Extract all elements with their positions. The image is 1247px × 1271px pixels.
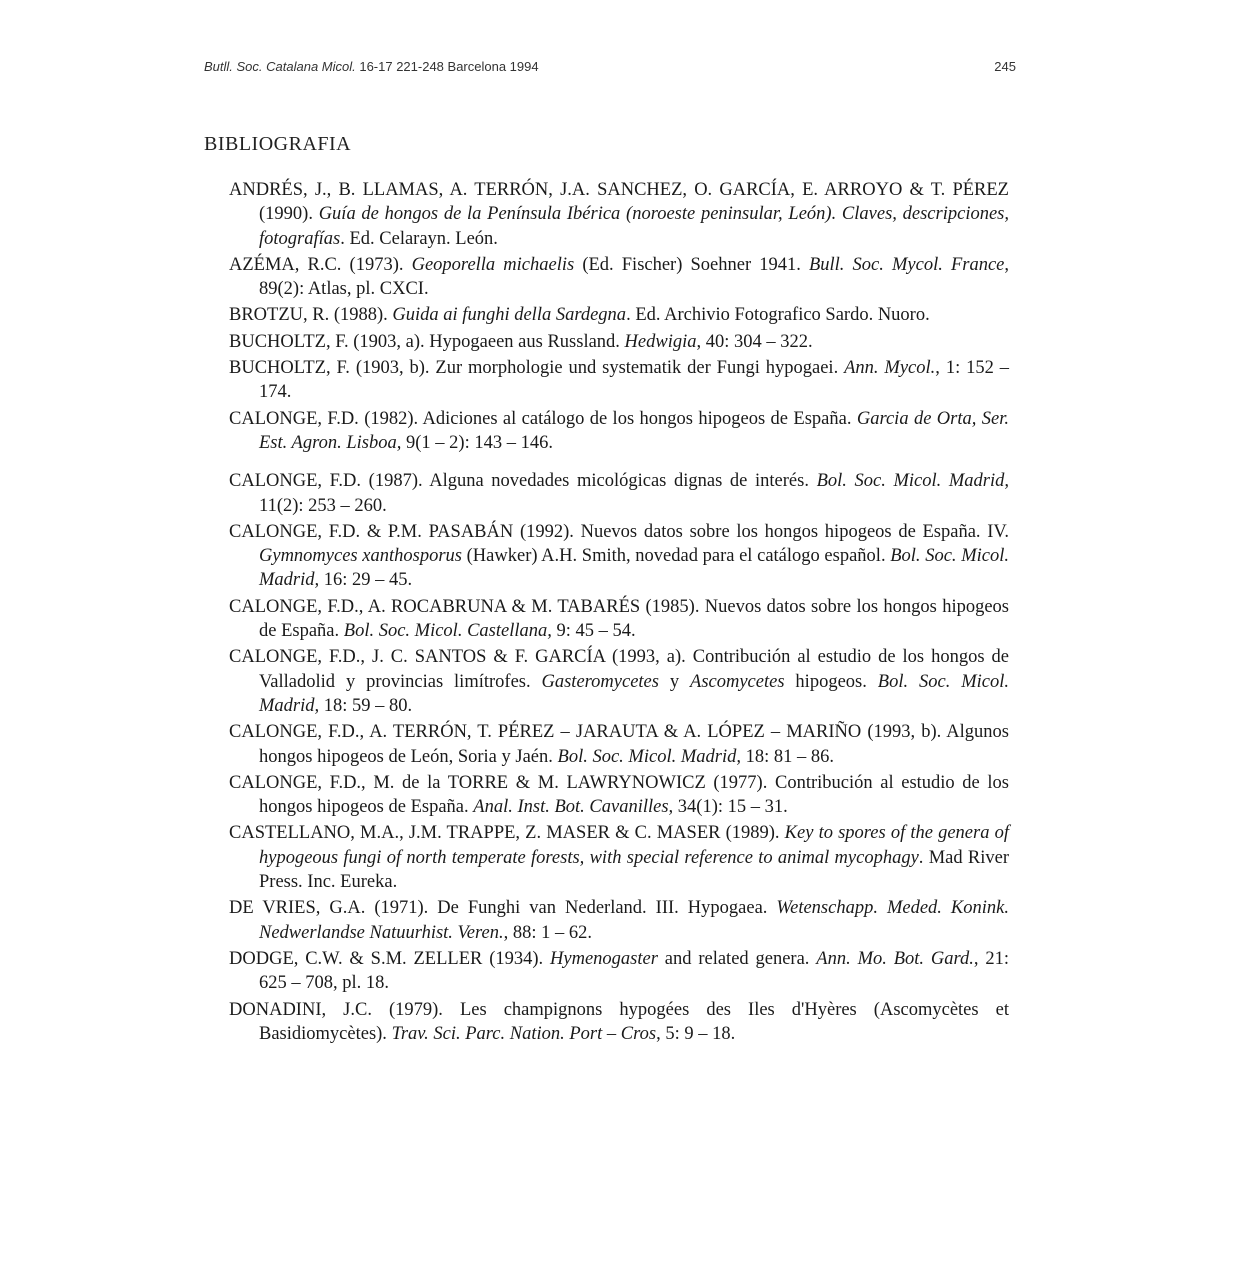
reference-journal: Hedwigia [624,331,697,352]
reference-species: Gymnomyces xanthosporus [259,546,462,567]
section-heading: BIBLIOGRAFIA [204,133,352,155]
reference-item [229,356,1009,405]
reference-item [229,998,1009,1047]
reference-details: hipogeos. [784,671,878,692]
reference-authors: CALONGE, F.D. & P.M. PASABÁN (1992). Nuevos datos sobre los hongos hipogeos de España. IV. [229,521,1009,542]
journal-volume-info: 16-17 221-248 Barcelona 1994 [355,59,539,74]
reference-item [229,330,1009,354]
reference-details: 9: 45 – 54. [551,621,636,642]
reference-details: (Hawker) A.H. Smith, novedad para el catálogo español. [461,546,891,567]
reference-item [229,771,1009,820]
reference-title: Key to spores of the genera of hypogeous fungi of north temperate forests, with special reference to animal mycophagy [259,823,1009,868]
reference-journal: Garcia de Orta, Ser. Est. Agron. Lisboa, [259,408,1010,453]
reference-details: . Mad River Press. Inc. Eureka. [259,847,1009,893]
reference-journal: Bol. Soc. Micol. Madrid, [259,671,1009,716]
reference-details: , 21: 625 – 708, pl. 18. [259,948,1010,994]
reference-item [229,595,1009,644]
reference-authors: DONADINI, J.C. (1979). Les champignons hypogées des Iles d'Hyères (Ascomycètes et Basidiomycètes). [229,999,1009,1044]
reference-title: Guida ai funghi della Sardegna [392,305,627,326]
reference-journal: Anal. Inst. Bot. Cavanilles, [473,797,674,818]
reference-item [229,720,1009,769]
reference-details: 16: 29 – 45. [319,570,413,591]
reference-title: Guía de hongos de la Península Ibérica (noroeste peninsular, León). Claves, descripciones, fotografías [259,204,1009,249]
reference-taxon: Ascomycetes [690,671,785,692]
reference-item [229,178,1009,251]
reference-authors: DODGE, C.W. & S.M. ZELLER (1934). [229,948,551,969]
reference-journal: Wetenschapp. Meded. Konink. Nedwerlandse Natuurhist. Veren. [259,898,1009,943]
reference-title: Geoporella michaelis [411,254,575,275]
reference-details: , 5: 9 – 18. [656,1023,736,1044]
reference-details: , 88: 1 – 62. [503,922,593,943]
running-header [204,59,1016,79]
reference-details: . Ed. Archivio Fotografico Sardo. Nuoro. [626,305,930,326]
reference-details: 34(1): 15 – 31. [673,797,788,818]
reference-item [229,645,1009,718]
reference-authors: CALONGE, F.D., A. TERRÓN, T. PÉREZ – JARAUTA & A. LÓPEZ – MARIÑO (1993, b). Algunos hongos hipogeos de León, Soria y Jaén. [229,722,1009,767]
journal-citation [204,59,539,74]
reference-authors: CASTELLANO, M.A., J.M. TRAPPE, Z. MASER & C. MASER (1989). [229,823,785,844]
reference-list [229,178,1009,1048]
reference-details: 18: 59 – 80. [319,695,413,716]
reference-journal: Bol. Soc. Micol. Madrid, [816,471,1009,492]
reference-authors: CALONGE, F.D., A. ROCABRUNA & M. TABARÉS (1985). Nuevos datos sobre los hongos hipogeos de España. [229,596,1009,642]
reference-journal: Trav. Sci. Parc. Nation. Port – Cros [391,1023,657,1044]
reference-authors: CALONGE, F.D., J. C. SANTOS & F. GARCÍA (1993, a). Contribución al estudio de los hongos de Valladolid y provincias limítrofes. [229,647,1009,692]
reference-journal: Bol. Soc. Micol. Castellana, [343,621,552,642]
reference-journal: Bol. Soc. Micol. Madrid, [557,746,741,767]
reference-item [229,821,1009,894]
reference-authors: CALONGE, F.D., M. de la TORRE & M. LAWRYNOWICZ (1977). Contribución al estudio de los hongos hipogeos de España. [229,772,1009,818]
reference-authors: DE VRIES, G.A. (1971). De Funghi van Nederland. III. Hypogaea. [229,898,777,919]
reference-item [229,407,1009,456]
reference-item [229,947,1009,996]
reference-authors: CALONGE, F.D. (1982). Adiciones al catálogo de los hongos hipogeos de España. [229,408,857,429]
reference-journal: Ann. Mycol. [844,358,936,379]
journal-name: Butll. Soc. Catalana Micol. [204,59,356,74]
reference-authors: AZÉMA, R.C. (1973). [229,254,412,275]
reference-authors: CALONGE, F.D. (1987). Alguna novedades micológicas dignas de interés. [229,471,817,492]
reference-item [229,896,1009,945]
reference-details: , 89(2): Atlas, pl. CXCI. [259,254,1009,300]
page-number: 245 [994,59,1016,74]
reference-details: , 1: 152 – 174. [259,358,1010,403]
reference-details: y [658,671,691,692]
reference-item [229,253,1009,302]
reference-item [229,469,1009,518]
reference-details: (Ed. Fischer) Soehner 1941. [574,254,809,275]
reference-details: and related genera. [657,948,817,969]
reference-authors: BUCHOLTZ, F. (1903, b). Zur morphologie und systematik der Fungi hypogaei. [229,358,845,379]
reference-details: . Ed. Celarayn. León. [340,228,498,249]
reference-item [229,303,1009,327]
reference-authors: ANDRÉS, J., B. LLAMAS, A. TERRÓN, J.A. SANCHEZ, O. GARCÍA, E. ARROYO & T. PÉREZ (1990). [229,180,1009,225]
reference-details: 18: 81 – 86. [740,746,834,767]
reference-details: 9(1 – 2): 143 – 146. [401,432,553,453]
reference-journal: Bol. Soc. Micol. Madrid, [259,546,1009,591]
reference-journal: Ann. Mo. Bot. Gard. [816,948,974,969]
reference-details: 11(2): 253 – 260. [259,495,387,516]
reference-journal: Bull. Soc. Mycol. France [808,254,1005,275]
reference-item [229,520,1009,593]
reference-details: , 40: 304 – 322. [696,331,813,352]
reference-genus: Hymenogaster [550,948,658,969]
reference-authors: BUCHOLTZ, F. (1903, a). Hypogaeen aus Russland. [229,331,625,352]
reference-authors: BROTZU, R. (1988). [229,305,393,326]
reference-taxon: Gasteromycetes [541,671,659,692]
